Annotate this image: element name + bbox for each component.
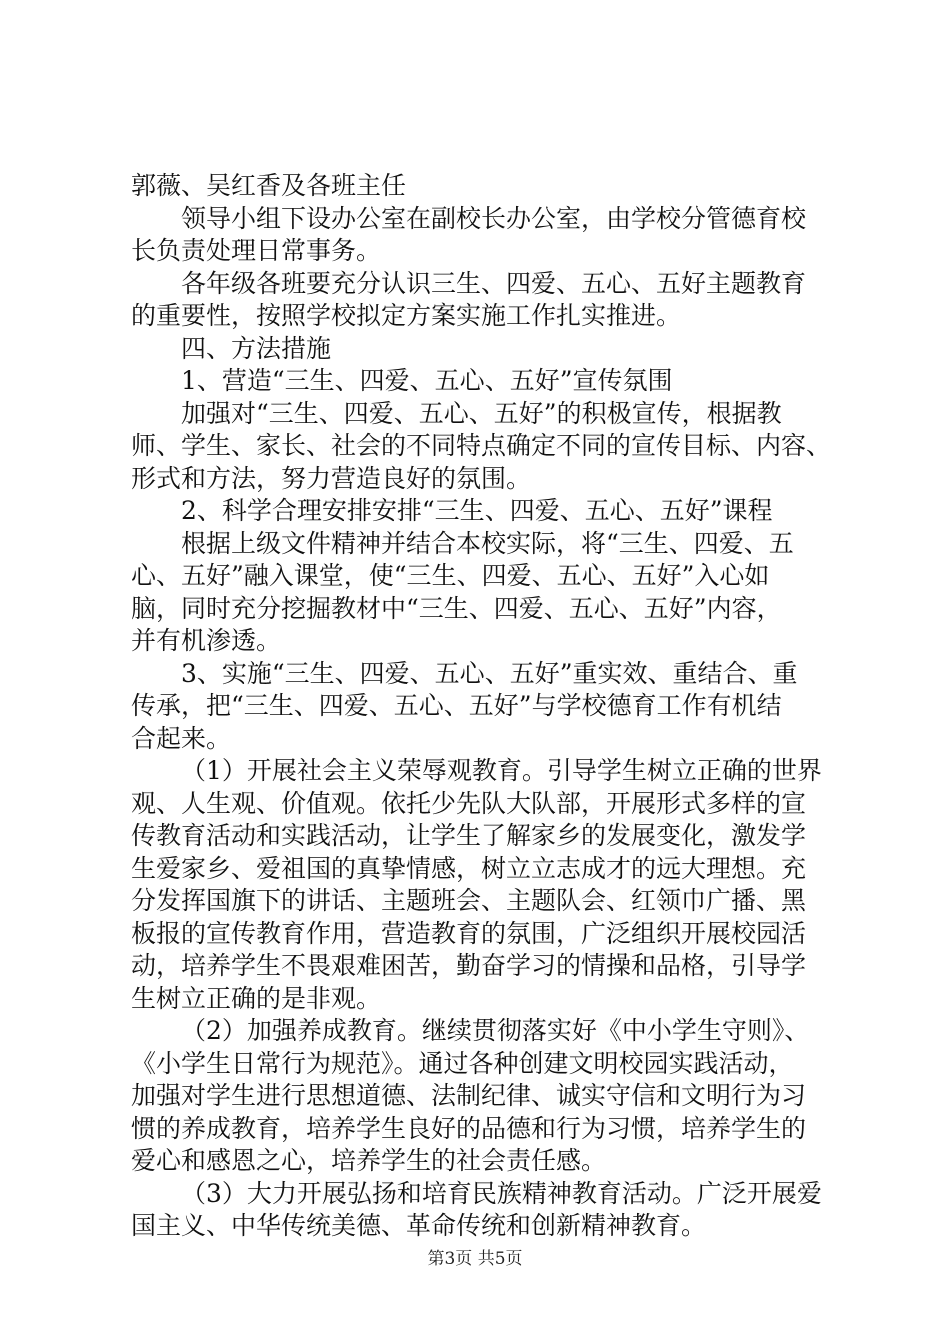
paragraph bbox=[131, 755, 831, 1015]
paragraph-line: 合起来。 bbox=[131, 723, 232, 753]
paragraph bbox=[131, 658, 831, 756]
paragraph-line: 分发挥国旗下的讲话、主题班会、主题队会、红领巾广播、黑 bbox=[131, 886, 807, 915]
paragraph-line: 形式和方法，努力营造良好的氛围。 bbox=[131, 463, 532, 493]
paragraph bbox=[131, 365, 831, 398]
paragraph-line: 《小学生日常行为规范》。通过各种创建文明校园实践活动， bbox=[131, 1048, 794, 1078]
paragraph-line: 传教育活动和实践活动，让学生了解家乡的发展变化，激发学 bbox=[131, 821, 807, 850]
paragraph-line: 加强对“三生、四爱、五心、五好”的积极宣传，根据教 bbox=[181, 398, 782, 428]
paragraph bbox=[131, 1015, 831, 1178]
page-footer: 第3页 共5页 bbox=[427, 1249, 523, 1269]
paragraph-line: 师、学生、家长、社会的不同特点确定不同的宣传目标、内容、 bbox=[131, 431, 832, 460]
paragraph bbox=[131, 398, 831, 496]
paragraph-line: 3、实施“三生、四爱、五心、五好”重实效、重结合、重 bbox=[181, 658, 798, 688]
paragraph-line: 爱心和感恩之心，培养学生的社会责任感。 bbox=[131, 1146, 607, 1175]
paragraph-line: 1、营造“三生、四爱、五心、五好”宣传氛围 bbox=[181, 366, 673, 395]
paragraph-line: 2、科学合理安排安排“三生、四爱、五心、五好”课程 bbox=[181, 496, 773, 525]
paragraph-line: 心、五好”融入课堂，使“三生、四爱、五心、五好”入心如 bbox=[131, 561, 770, 590]
paragraph-line: 各年级各班要充分认识三生、四爱、五心、五好主题教育 bbox=[181, 268, 807, 298]
paragraph-line: 领导小组下设办公室在副校长办公室，由学校分管德育校 bbox=[181, 203, 807, 233]
paragraph bbox=[131, 170, 831, 203]
paragraph-line: 四、方法措施 bbox=[181, 333, 332, 363]
paragraph-line: 脑，同时充分挖掘教材中“三生、四爱、五心、五好”内容， bbox=[131, 593, 782, 623]
paragraph-line: 观、人生观、价值观。依托少先队大队部，开展形式多样的宣 bbox=[131, 788, 807, 818]
paragraph-line: 国主义、中华传统美德、革命传统和创新精神教育。 bbox=[131, 1211, 707, 1240]
paragraph-line: 加强对学生进行思想道德、法制纪律、诚实守信和文明行为习 bbox=[131, 1081, 807, 1110]
paragraph-line: 长负责处理日常事务。 bbox=[131, 236, 382, 265]
document-body bbox=[131, 170, 831, 1243]
paragraph-line: 传承，把“三生、四爱、五心、五好”与学校德育工作有机结 bbox=[131, 691, 782, 720]
paragraph bbox=[131, 203, 831, 268]
paragraph-line: 并有机渗透。 bbox=[131, 626, 282, 655]
paragraph-line: 动，培养学生不畏艰难困苦，勤奋学习的情操和品格，引导学 bbox=[131, 951, 807, 980]
paragraph bbox=[131, 1178, 831, 1243]
paragraph bbox=[131, 528, 831, 658]
paragraph-line: 惯的养成教育，培养学生良好的品德和行为习惯，培养学生的 bbox=[131, 1113, 807, 1143]
paragraph-line: 生爱家乡、爱祖国的真挚情感，树立立志成才的远大理想。充 bbox=[131, 853, 807, 883]
paragraph-line: 的重要性，按照学校拟定方案实施工作扎实推进。 bbox=[131, 301, 682, 330]
paragraph-line: （2）加强养成教育。继续贯彻落实好《中小学生守则》、 bbox=[181, 1016, 810, 1045]
paragraph-line: 生树立正确的是非观。 bbox=[131, 983, 382, 1013]
paragraph-line: （1）开展社会主义荣辱观教育。引导学生树立正确的世界 bbox=[181, 756, 822, 785]
paragraph bbox=[131, 333, 831, 366]
paragraph-line: 郭薇、吴红香及各班主任 bbox=[131, 171, 407, 200]
paragraph-line: （3）大力开展弘扬和培育民族精神教育活动。广泛开展爱 bbox=[181, 1178, 822, 1208]
paragraph-line: 根据上级文件精神并结合本校实际，将“三生、四爱、五 bbox=[181, 528, 794, 558]
paragraph bbox=[131, 268, 831, 333]
paragraph-line: 板报的宣传教育作用，营造教育的氛围，广泛组织开展校园活 bbox=[131, 918, 807, 948]
paragraph bbox=[131, 495, 831, 528]
